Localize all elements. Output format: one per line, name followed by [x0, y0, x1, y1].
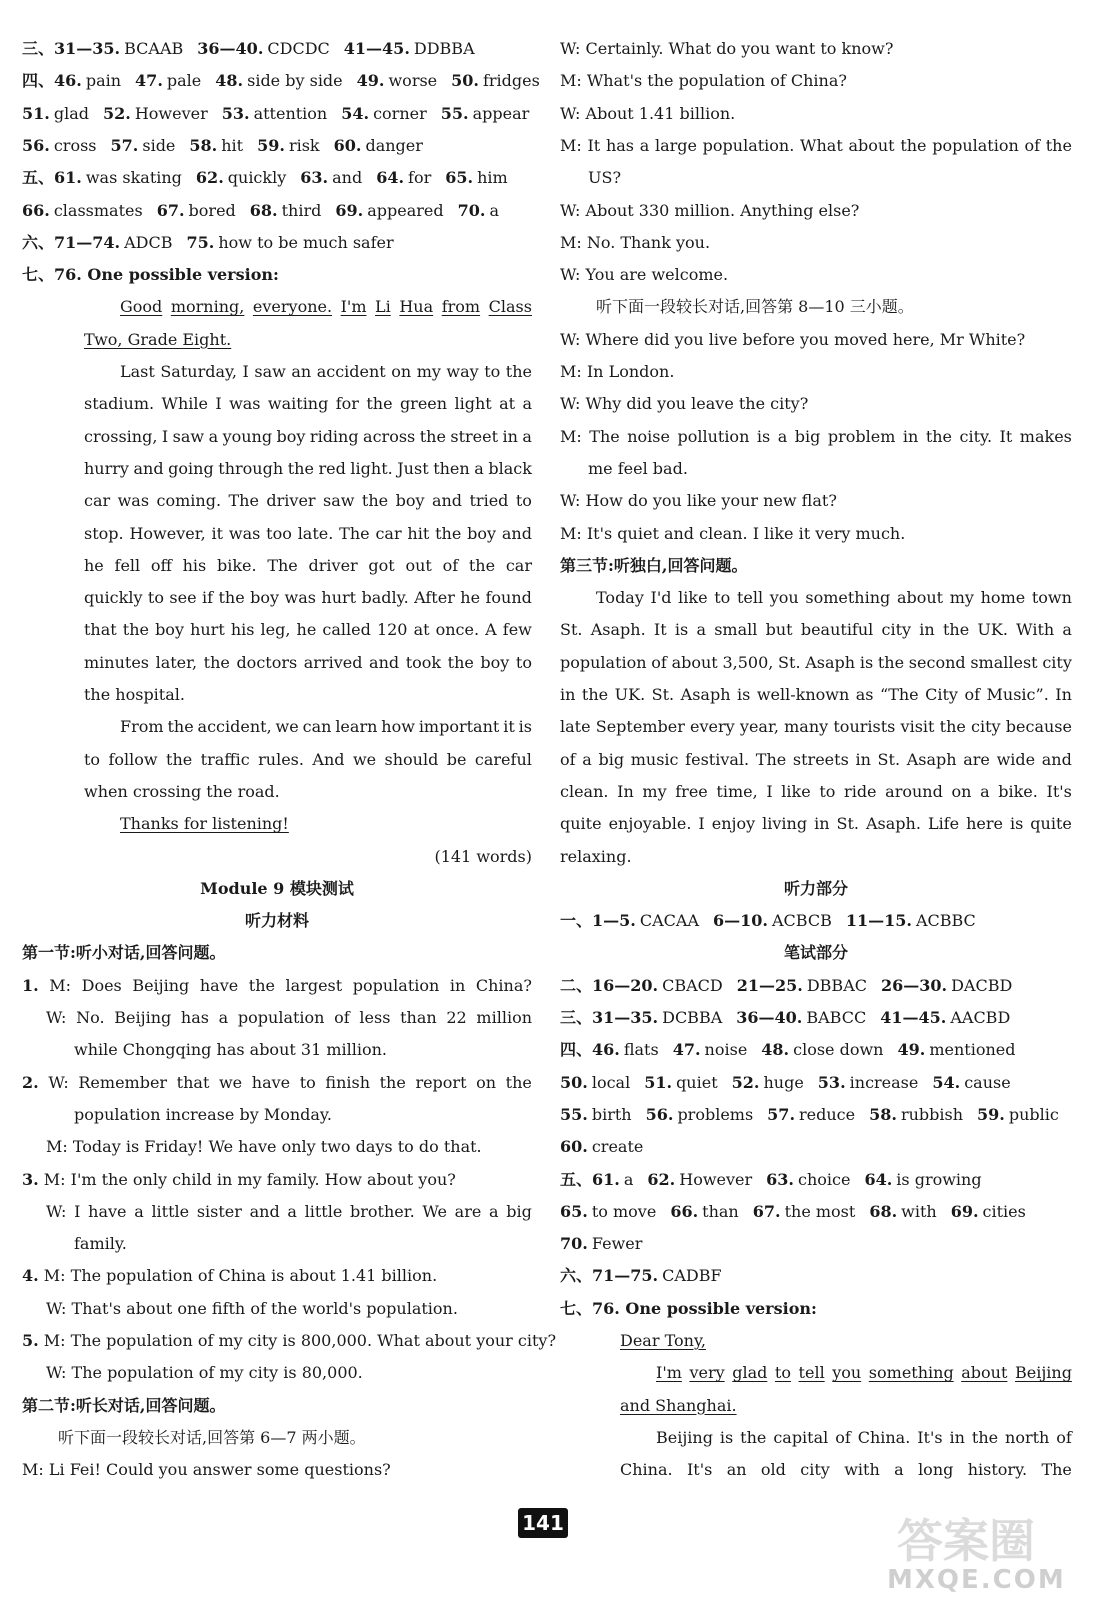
- answer-value: DBBAC: [806, 975, 867, 995]
- answer-number: 69.: [335, 200, 364, 220]
- answer-number: 51.: [644, 1072, 673, 1092]
- answer-item: [869, 1105, 963, 1124]
- left-line: 第二节:听长对话,回答问题。: [22, 1395, 226, 1415]
- answer-item: [187, 233, 394, 252]
- answer-item: [197, 39, 330, 58]
- answer-item: [103, 104, 208, 123]
- answer-number: 63.: [300, 168, 329, 188]
- left-line: W: That's about one fifth of the world's population.: [46, 1298, 458, 1318]
- answer-value: BCAAB: [124, 39, 184, 58]
- left-line: stadium. While I was waiting for the green light at a: [84, 394, 532, 414]
- answer-number: 53.: [221, 103, 250, 123]
- answer-number: 59.: [257, 135, 285, 155]
- answer-item: [560, 1266, 722, 1285]
- answer-item: [215, 71, 342, 90]
- answer-number: 56.: [22, 135, 50, 155]
- right-line: M: No. Thank you.: [560, 232, 711, 252]
- right-line: M: What's the population of China?: [560, 71, 847, 91]
- answer-number: 58.: [189, 135, 218, 155]
- left-line: From the accident, we can learn how important it is: [120, 717, 532, 737]
- answer-value: CADBF: [662, 1266, 722, 1286]
- answer-number: 49.: [356, 71, 385, 91]
- answer-item: [189, 136, 243, 155]
- answer-value: ACBCB: [771, 911, 832, 931]
- answer-item: [736, 1008, 866, 1027]
- left-line: family.: [74, 1234, 127, 1254]
- right-line: [560, 973, 1072, 1003]
- answer-value: Fewer: [591, 1234, 643, 1254]
- answer-value: reduce: [799, 1104, 856, 1124]
- answer-item: [732, 1073, 804, 1092]
- answer-value: third: [281, 200, 322, 220]
- answer-number: 54.: [932, 1072, 961, 1092]
- answer-number: 11—15.: [845, 911, 912, 931]
- right-line: late September every year, many tourists visit the city because: [560, 717, 1072, 737]
- answer-item: [441, 104, 530, 123]
- right-line: [560, 1231, 1072, 1261]
- right-line: population of about 3,500, St. Asaph is the second smallest city: [560, 652, 1072, 672]
- answer-number: 60.: [560, 1137, 588, 1157]
- right-line: W: How do you like your new flat?: [560, 491, 837, 511]
- left-line: 3. M: I'm the only child in my family. How about you?: [22, 1169, 456, 1189]
- answer-value: worse: [388, 71, 438, 91]
- left-line: [22, 198, 532, 228]
- answer-item: [22, 71, 121, 90]
- right-line: [560, 1134, 1072, 1164]
- answer-number: 57.: [767, 1104, 796, 1124]
- left-line: Last Saturday, I saw an accident on my way to the: [120, 362, 532, 381]
- answer-value: classmates: [53, 200, 143, 220]
- page-number: 141: [518, 1508, 568, 1538]
- answer-item: [864, 1170, 981, 1189]
- left-line: crossing, I saw a young boy riding across the street in a: [84, 426, 532, 446]
- answer-item: [560, 1202, 656, 1221]
- answer-item: [22, 136, 97, 155]
- right-line: M: The noise pollution is a big problem in the city. It makes: [560, 426, 1072, 446]
- answer-value: huge: [763, 1072, 804, 1092]
- right-line: in the UK. St. Asaph is well-known as “The City of Music”. In: [560, 685, 1072, 704]
- answer-value: danger: [365, 135, 423, 155]
- answer-value: AACBD: [950, 1008, 1011, 1027]
- left-line: quickly to see if the boy was hurt badly. After he found: [84, 588, 532, 608]
- answer-item: [560, 1073, 630, 1092]
- answer-value: hit: [221, 135, 244, 155]
- answer-value: problems: [677, 1104, 754, 1124]
- answer-value: ACBBC: [915, 911, 976, 931]
- answer-item: [560, 1105, 632, 1124]
- answer-value: appear: [472, 103, 530, 123]
- right-line: [560, 908, 1072, 938]
- answer-value: CDCDC: [267, 39, 330, 58]
- answer-number: 59.: [977, 1104, 1005, 1124]
- answer-item: [560, 1170, 633, 1189]
- left-line: Good morning, everyone. I'm Li Hua from Class: [120, 297, 532, 317]
- right-line: W: Certainly. What do you want to know?: [560, 39, 894, 58]
- left-line: 1. M: Does Beijing have the largest population in China?: [22, 975, 532, 995]
- answer-item: [111, 136, 176, 155]
- right-line: of a big music festival. The streets in St. Asaph are wide and: [560, 749, 1072, 769]
- answer-item: [761, 1040, 883, 1059]
- answer-number: 36—40.: [197, 39, 264, 58]
- answer-item: [737, 976, 867, 995]
- answer-value: with: [901, 1201, 937, 1221]
- answer-value: rubbish: [900, 1104, 964, 1124]
- right-line: relaxing.: [560, 846, 632, 866]
- answer-value: attention: [253, 103, 328, 123]
- left-line: that the boy hurt his leg, he called 120 at once. A few: [84, 620, 532, 640]
- answer-item: [767, 1105, 855, 1124]
- answer-number: 41—45.: [880, 1008, 947, 1027]
- answer-number: 55.: [440, 103, 469, 123]
- answer-value: public: [1008, 1104, 1059, 1124]
- answer-item: [222, 104, 328, 123]
- right-line: 笔试部分: [783, 943, 848, 963]
- answer-number: 50.: [451, 71, 479, 91]
- answer-number: 四、46.: [560, 1040, 620, 1060]
- answer-number: 75.: [186, 232, 215, 252]
- answer-value: pale: [166, 71, 202, 91]
- answer-number: 6—10.: [713, 911, 768, 931]
- answer-item: [257, 136, 320, 155]
- left-line: W: I have a little sister and a little brother. We are a big: [46, 1201, 532, 1221]
- left-line: [22, 101, 532, 131]
- answer-number: 21—25.: [736, 975, 803, 995]
- answer-number: 67.: [156, 200, 185, 220]
- answer-value: cross: [53, 135, 97, 155]
- answer-number: 41—45.: [343, 39, 410, 58]
- right-line: Beijing is the capital of China. It's in the north of: [656, 1427, 1072, 1447]
- answer-number: 49.: [897, 1040, 926, 1060]
- watermark-logo-text: 答案圈: [897, 1514, 1035, 1568]
- answer-value: fridges: [482, 71, 540, 91]
- answer-number: 65.: [445, 168, 474, 188]
- answer-value: mentioned: [929, 1040, 1016, 1060]
- answer-number: 48.: [215, 71, 244, 91]
- answer-item: [22, 168, 182, 187]
- answer-value: cities: [982, 1201, 1026, 1221]
- answer-value: side by side: [247, 71, 343, 91]
- left-line: car was coming. The driver saw the boy and tried to: [84, 491, 532, 511]
- answer-value: glad: [53, 103, 89, 123]
- right-line: 七、76. One possible version:: [560, 1298, 817, 1318]
- left-line: 5. M: The population of my city is 800,000. What about your city?: [22, 1331, 557, 1350]
- answer-item: [560, 1040, 659, 1059]
- answer-number: 70.: [457, 200, 486, 220]
- answer-number: 五、61.: [560, 1169, 620, 1189]
- answer-value: pain: [85, 71, 122, 91]
- left-line: population increase by Monday.: [74, 1104, 332, 1124]
- right-line: I'm very glad to tell you something about Beijing: [656, 1363, 1072, 1383]
- answer-value: bored: [188, 200, 236, 220]
- left-line: W: The population of my city is 80,000.: [46, 1363, 363, 1383]
- answer-value: increase: [849, 1072, 919, 1092]
- answer-number: 57.: [110, 135, 139, 155]
- left-line: stop. However, it was too late. The car hit the boy and: [84, 523, 532, 543]
- right-line: [560, 1005, 1072, 1035]
- answer-item: [445, 168, 507, 187]
- right-line: Today I'd like to tell you something about my home town: [596, 588, 1072, 608]
- answer-item: [357, 71, 438, 90]
- left-line: Two, Grade Eight.: [84, 329, 232, 349]
- left-line: hurry and going through the red light. Just then a black: [84, 458, 532, 478]
- answer-number: 47.: [135, 71, 163, 91]
- answer-number: 51.: [22, 103, 50, 123]
- answer-item: [22, 201, 143, 220]
- answer-item: [560, 976, 723, 995]
- answer-value: local: [591, 1072, 631, 1092]
- answer-value: risk: [288, 135, 320, 155]
- answer-value: him: [477, 168, 508, 188]
- answer-number: 62.: [195, 168, 224, 188]
- answer-number: 52.: [102, 103, 131, 123]
- left-line: M: Li Fei! Could you answer some questions?: [22, 1460, 391, 1480]
- right-line: Dear Tony,: [620, 1331, 706, 1350]
- answer-value: quiet: [676, 1072, 718, 1092]
- answer-item: [458, 201, 499, 220]
- right-line: [560, 1199, 1072, 1229]
- answer-value: DDBBA: [413, 39, 475, 58]
- answer-number: 55.: [560, 1104, 588, 1124]
- answer-number: 一、1—5.: [560, 911, 636, 931]
- answer-item: [977, 1105, 1059, 1124]
- answer-number: 64.: [376, 168, 405, 188]
- left-line: 听力材料: [244, 911, 309, 931]
- left-line: (141 words): [434, 846, 532, 866]
- right-line: W: You are welcome.: [560, 265, 729, 285]
- answer-item: [880, 1008, 1010, 1027]
- answer-value: birth: [591, 1104, 632, 1124]
- left-line: when crossing the road.: [84, 781, 280, 801]
- answer-number: 六、71—75.: [560, 1266, 659, 1286]
- answer-item: [341, 104, 427, 123]
- answer-value: ADCB: [124, 232, 173, 252]
- right-line: [560, 1037, 1072, 1067]
- left-line: 4. M: The population of China is about 1.41 billion.: [22, 1266, 438, 1286]
- answer-number: 53.: [817, 1072, 846, 1092]
- left-line: [22, 133, 532, 163]
- answer-item: [897, 1040, 1015, 1059]
- left-line: he fell off his bike. The driver got out of the car: [84, 555, 532, 575]
- answer-value: is growing: [896, 1169, 982, 1189]
- answer-value: CBACD: [662, 975, 723, 995]
- right-line: W: Where did you live before you moved here, Mr White?: [560, 329, 1026, 349]
- answer-item: [22, 233, 173, 252]
- answer-item: [300, 168, 362, 187]
- answer-item: [644, 1073, 717, 1092]
- answer-value: choice: [797, 1169, 851, 1189]
- answer-value: flats: [623, 1040, 659, 1060]
- left-line: [22, 68, 540, 98]
- answer-value: and: [332, 168, 363, 188]
- answer-number: 58.: [869, 1104, 897, 1124]
- answer-value: CACAA: [639, 911, 699, 931]
- answer-value: corner: [373, 103, 427, 123]
- right-line: [560, 1102, 1072, 1132]
- answer-value: noise: [704, 1040, 748, 1060]
- answer-number: 66.: [670, 1201, 699, 1221]
- right-line: 第三节:听独白,回答问题。: [560, 555, 748, 575]
- right-line: M: It has a large population. What about the population of the: [560, 135, 1072, 155]
- answer-value: quickly: [227, 168, 287, 188]
- answer-number: 六、71—74.: [22, 232, 121, 252]
- right-line: [560, 1070, 1072, 1100]
- answer-number: 56.: [645, 1104, 674, 1124]
- answer-value: cause: [964, 1072, 1011, 1092]
- answer-item: [932, 1073, 1010, 1092]
- left-line: [22, 230, 532, 260]
- right-line: W: About 330 million. Anything else?: [560, 200, 860, 220]
- answer-item: [646, 1105, 754, 1124]
- right-line: China. It's an old city with a long history. The: [620, 1460, 1072, 1480]
- answer-number: 三、31—35.: [22, 39, 121, 58]
- answer-number: 68.: [869, 1201, 898, 1221]
- answer-item: [846, 911, 976, 930]
- left-line: the hospital.: [84, 685, 185, 704]
- left-line: to follow the traffic rules. And we should be careful: [84, 749, 532, 769]
- answer-value: DACBD: [951, 975, 1013, 995]
- answer-number: 四、46.: [22, 71, 82, 91]
- answer-item: [670, 1202, 738, 1221]
- right-line: W: About 1.41 billion.: [560, 103, 736, 123]
- left-line: while Chongqing has about 31 million.: [74, 1040, 387, 1060]
- answer-number: 三、31—35.: [560, 1008, 659, 1027]
- answer-number: 65.: [560, 1201, 588, 1221]
- answer-item: [818, 1073, 919, 1092]
- left-line: 七、76. One possible version:: [22, 265, 279, 285]
- left-line: 2. W: Remember that we have to finish the report on the: [22, 1072, 532, 1092]
- left-line: 第一节:听小对话,回答问题。: [22, 943, 226, 963]
- answer-item: [157, 201, 236, 220]
- answer-item: [335, 201, 443, 220]
- answer-item: [713, 911, 832, 930]
- right-line: 听下面一段较长对话,回答第 8—10 三小题。: [596, 297, 914, 317]
- right-line: 听力部分: [783, 878, 848, 898]
- right-line: W: Why did you leave the city?: [560, 394, 809, 414]
- answer-number: 70.: [560, 1234, 588, 1254]
- answer-item: [766, 1170, 850, 1189]
- answer-item: [560, 1008, 722, 1027]
- left-line: M: Today is Friday! We have only two days to do that.: [46, 1137, 482, 1157]
- answer-number: 26—30.: [880, 975, 948, 995]
- answer-value: DCBBA: [662, 1008, 723, 1027]
- right-line: St. Asaph. It is a small but beautiful city in the UK. With a: [560, 620, 1072, 640]
- right-line: [560, 1167, 1072, 1197]
- right-line: me feel bad.: [588, 458, 688, 478]
- right-line: clean. In my free time, I like to ride around on a bike. It's: [560, 781, 1072, 801]
- answer-item: [560, 911, 699, 930]
- answer-value: was skating: [85, 168, 182, 188]
- answer-value: BABCC: [806, 1008, 867, 1027]
- answer-number: 62.: [647, 1169, 676, 1189]
- right-line: M: In London.: [560, 362, 675, 381]
- watermark-url: MXQE.COM: [887, 1565, 1066, 1595]
- answer-item: [560, 1234, 642, 1253]
- answer-item: [647, 1170, 752, 1189]
- left-line: [22, 36, 532, 66]
- answer-value: to move: [591, 1201, 657, 1221]
- left-line: minutes later, the doctors arrived and took the boy to: [84, 652, 532, 672]
- answer-value: how to be much safer: [218, 232, 394, 252]
- answer-value: for: [408, 168, 432, 188]
- answer-item: [560, 1137, 643, 1156]
- answer-item: [881, 976, 1012, 995]
- answer-number: 63.: [766, 1169, 794, 1189]
- answer-number: 47.: [672, 1040, 701, 1060]
- answer-item: [22, 104, 89, 123]
- answer-item: [196, 168, 286, 187]
- answer-number: 52.: [731, 1072, 760, 1092]
- answer-item: [753, 1202, 856, 1221]
- left-line: Module 9 模块测试: [200, 878, 354, 898]
- answer-number: 60.: [333, 135, 362, 155]
- answer-item: [869, 1202, 936, 1221]
- right-line: US?: [588, 168, 622, 188]
- answer-value: create: [591, 1137, 644, 1157]
- answer-item: [376, 168, 431, 187]
- answer-value: than: [702, 1201, 739, 1221]
- answer-item: [22, 39, 183, 58]
- answer-item: [334, 136, 423, 155]
- answer-value: a: [623, 1169, 634, 1189]
- answer-item: [951, 1202, 1026, 1221]
- answer-number: 二、16—20.: [560, 975, 659, 995]
- answer-item: [451, 71, 540, 90]
- answer-value: However: [679, 1169, 753, 1189]
- answer-item: [673, 1040, 748, 1059]
- left-line: W: No. Beijing has a population of less than 22 million: [46, 1008, 532, 1027]
- answer-number: 36—40.: [736, 1008, 803, 1027]
- answer-number: 54.: [341, 103, 370, 123]
- answer-number: 67.: [752, 1201, 781, 1221]
- left-line: Thanks for listening!: [120, 814, 289, 834]
- answer-number: 五、61.: [22, 168, 82, 188]
- answer-item: [135, 71, 201, 90]
- left-line: 听下面一段较长对话,回答第 6—7 两小题。: [58, 1427, 366, 1447]
- answer-value: close down: [793, 1040, 884, 1060]
- answer-value: appeared: [367, 200, 444, 220]
- answer-value: side: [142, 135, 176, 155]
- answer-number: 69.: [950, 1201, 979, 1221]
- right-line: [560, 1263, 1072, 1293]
- answer-number: 50.: [560, 1072, 588, 1092]
- answer-value: the most: [784, 1201, 856, 1221]
- answer-number: 66.: [22, 200, 50, 220]
- answer-number: 64.: [864, 1169, 893, 1189]
- answer-value: a: [489, 200, 499, 220]
- right-line: quite enjoyable. I enjoy living in St. Asaph. Life here is quite: [560, 814, 1072, 834]
- right-line: M: It's quiet and clean. I like it very much.: [560, 523, 906, 543]
- answer-item: [250, 201, 322, 220]
- right-line: and Shanghai.: [620, 1395, 737, 1415]
- answer-value: However: [134, 103, 208, 123]
- answer-item: [344, 39, 475, 58]
- watermark-logo: [887, 1505, 1077, 1595]
- answer-number: 48.: [761, 1040, 790, 1060]
- left-line: [22, 165, 532, 195]
- answer-number: 68.: [249, 200, 278, 220]
